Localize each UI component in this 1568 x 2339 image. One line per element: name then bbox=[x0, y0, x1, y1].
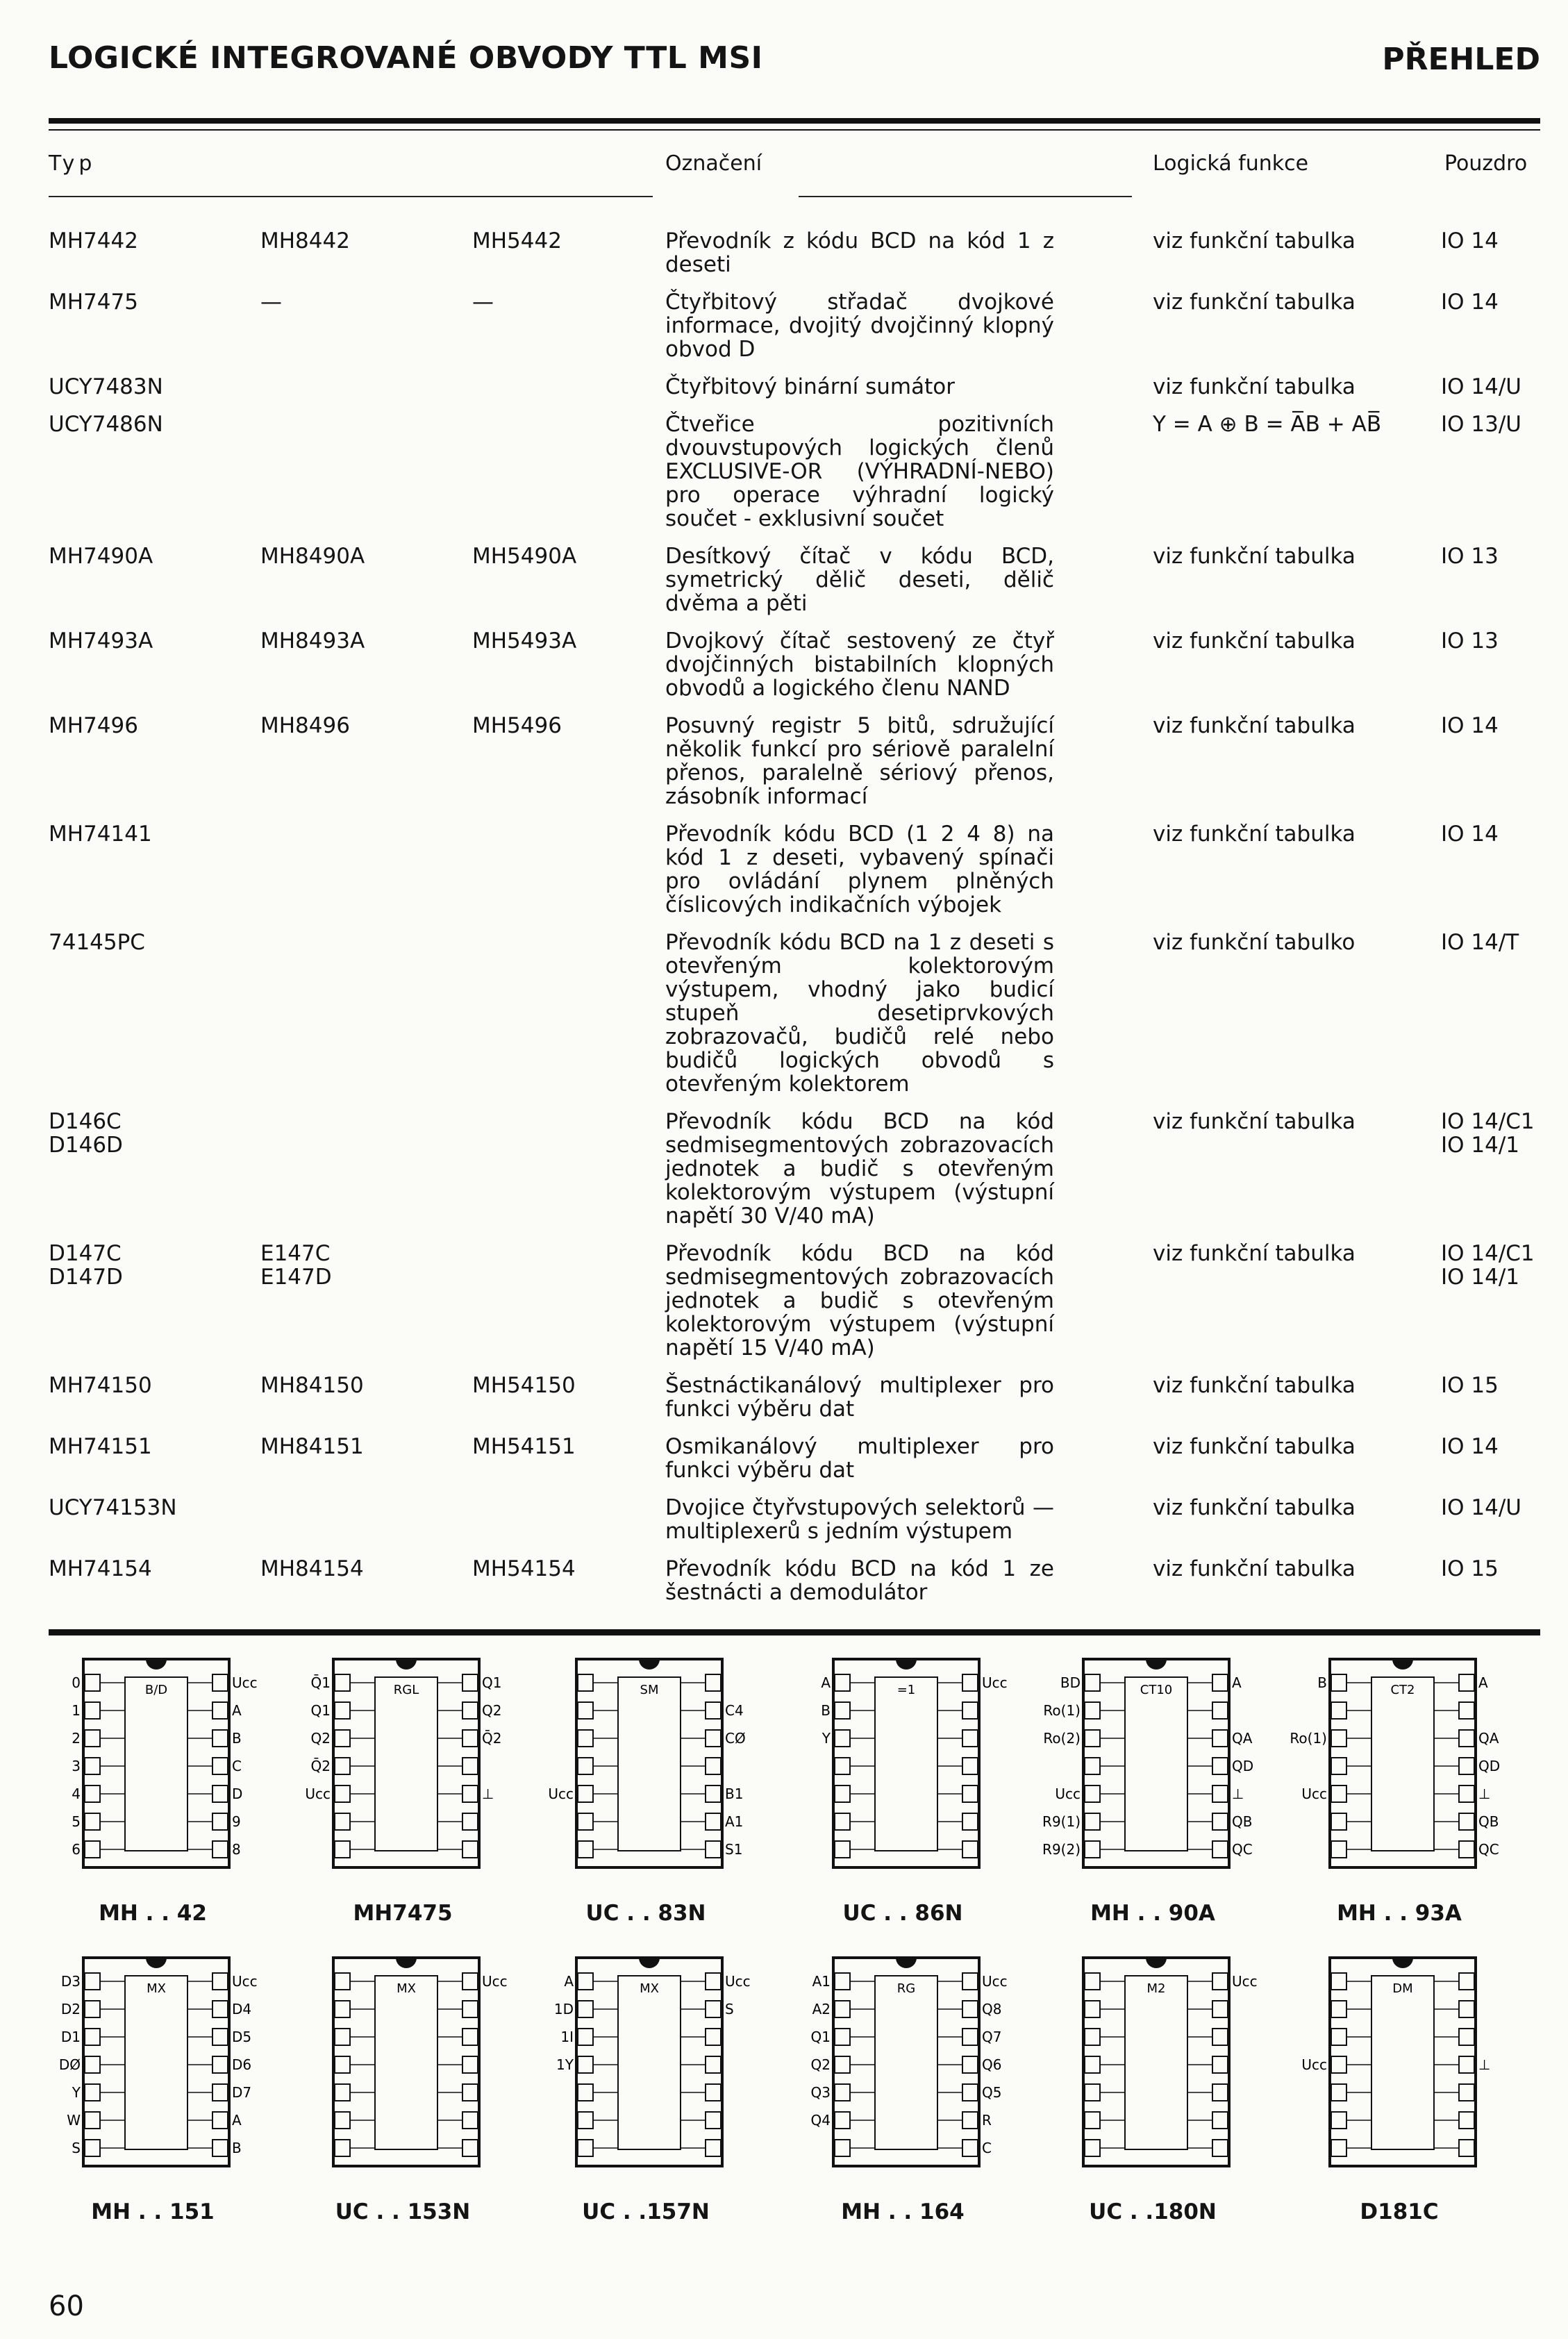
type-cell: MH7493A bbox=[49, 629, 153, 654]
chip-type-label: MH7475 bbox=[353, 1901, 453, 1926]
pin-label-right: Ucc bbox=[232, 1973, 258, 1990]
type-cell: MH74141 bbox=[49, 822, 152, 847]
pin-label-right: Ucc bbox=[482, 1973, 508, 1990]
pin-label-left: Q4 bbox=[810, 2112, 831, 2129]
pin-label-left: Q̄1 bbox=[310, 1674, 331, 1691]
description-cell: Dvojice čtyřvstupových selektorů — multiplexerů s jedním výstupem bbox=[665, 1495, 1054, 1544]
pin-label-right: D bbox=[232, 1786, 243, 1802]
type-cell: D147C D147D bbox=[49, 1241, 123, 1290]
pin-label-right: CØ bbox=[725, 1730, 746, 1747]
pin-label-left: S bbox=[72, 2140, 81, 2156]
chip-outline bbox=[1288, 1642, 1517, 1892]
pin-label-left: Q̄2 bbox=[310, 1758, 331, 1774]
pin-label-left: Y bbox=[72, 2084, 81, 2101]
function-cell: viz funkční tabulka bbox=[1153, 1495, 1356, 1520]
function-cell: viz funkční tabulka bbox=[1153, 374, 1356, 399]
description-cell: Osmikanálový multiplexer pro funkci výběru dat bbox=[665, 1434, 1054, 1483]
pin-label-right: D7 bbox=[232, 2084, 252, 2101]
type-cell-alt1: MH8442 bbox=[260, 228, 350, 253]
pin-label-right: Ucc bbox=[725, 1973, 751, 1990]
description-cell: Čtyřbitový střadač dvojkové informace, dvojitý dvojčinný klopný obvod D bbox=[665, 290, 1054, 362]
block-label: SM bbox=[640, 1683, 659, 1697]
chip-pinout bbox=[535, 1642, 778, 1926]
case-cell: IO 14 bbox=[1441, 822, 1499, 847]
pin-label-left: BD bbox=[1060, 1674, 1081, 1691]
description-cell: Desítkový čítač v kódu BCD, symetrický dělič deseti, dělič dvěma a pěti bbox=[665, 544, 1054, 616]
pin-label-left: A1 bbox=[812, 1973, 831, 1990]
type-cell-alt1: MH84150 bbox=[260, 1373, 364, 1398]
pin-label-right: R bbox=[982, 2112, 992, 2129]
block-label: RGL bbox=[393, 1683, 419, 1697]
function-cell: viz funkční tabulko bbox=[1153, 930, 1356, 955]
table-row bbox=[0, 290, 1568, 367]
description-cell: Převodník z kódu BCD na kód 1 z deseti bbox=[665, 228, 1054, 277]
pin-label-left: 0 bbox=[72, 1674, 81, 1691]
pin-label-right: C bbox=[232, 1758, 242, 1774]
pin-label-left: Ucc bbox=[1301, 1786, 1327, 1802]
chip-pinout bbox=[535, 1941, 778, 2224]
case-cell: IO 14/U bbox=[1441, 374, 1521, 399]
function-cell: viz funkční tabulka bbox=[1153, 228, 1356, 253]
chip-type-label: D181C bbox=[1360, 2199, 1439, 2224]
chip-outline bbox=[1042, 1642, 1271, 1892]
pin-label-right: A bbox=[232, 1702, 242, 1719]
pin-label-left: Ucc bbox=[1055, 1786, 1081, 1802]
pin-label-right: QD bbox=[1478, 1758, 1501, 1774]
type-cell-alt2: — bbox=[472, 290, 494, 315]
pin-label-right: ⊥ bbox=[482, 1786, 494, 1802]
function-cell: viz funkční tabulka bbox=[1153, 1434, 1356, 1459]
pin-label-right: S bbox=[725, 2001, 734, 2017]
case-cell: IO 14/C1 IO 14/1 bbox=[1441, 1241, 1535, 1290]
chip-type-label: MH . . 90A bbox=[1090, 1901, 1215, 1926]
top-rule-thin bbox=[49, 129, 1540, 131]
type-cell: MH7490A bbox=[49, 544, 153, 569]
table-row bbox=[0, 1435, 1568, 1488]
chip-pinout bbox=[1042, 1642, 1285, 1926]
case-cell: IO 14 bbox=[1441, 228, 1499, 253]
description-cell: Převodník kódu BCD na kód sedmisegmentových zobrazovacích jednotek a budič s otevřeným kolektorovým výstupem (výstupní napětí 30 V/40 mA) bbox=[665, 1109, 1054, 1229]
function-cell: viz funkční tabulka bbox=[1153, 1241, 1356, 1266]
chip-type-label: MH . . 164 bbox=[841, 2199, 965, 2224]
chip-pinout bbox=[292, 1642, 535, 1926]
type-cell: MH74154 bbox=[49, 1556, 152, 1581]
chip-outline bbox=[292, 1941, 521, 2191]
function-cell: viz funkční tabulka bbox=[1153, 822, 1356, 847]
pin-label-left: A bbox=[821, 1674, 831, 1691]
chip-type-label: UC . .157N bbox=[582, 2199, 710, 2224]
pin-label-left: 1D bbox=[553, 2001, 574, 2017]
table-row bbox=[0, 1557, 1568, 1610]
table-row bbox=[0, 544, 1568, 621]
function-cell: viz funkční tabulka bbox=[1153, 1109, 1356, 1134]
chip-outline bbox=[1288, 1941, 1517, 2191]
pin-label-right: D4 bbox=[232, 2001, 252, 2017]
function-cell: viz funkční tabulka bbox=[1153, 713, 1356, 738]
case-cell: IO 14/U bbox=[1441, 1495, 1521, 1520]
pin-label-left: Q3 bbox=[810, 2084, 831, 2101]
case-cell: IO 14 bbox=[1441, 713, 1499, 738]
pin-label-right: QB bbox=[1478, 1813, 1499, 1830]
pin-label-left: 1Y bbox=[556, 2056, 574, 2073]
pin-label-right: A1 bbox=[725, 1813, 744, 1830]
pin-label-left: R9(1) bbox=[1042, 1813, 1081, 1830]
pin-label-right: Ucc bbox=[1232, 1973, 1258, 1990]
pin-label-right: Ucc bbox=[982, 1973, 1008, 1990]
pin-label-left: D1 bbox=[60, 2029, 81, 2045]
pin-label-right: Q̄2 bbox=[482, 1730, 502, 1747]
table-row bbox=[0, 1496, 1568, 1549]
pin-label-right: 8 bbox=[232, 1841, 241, 1858]
column-header-function: Logická funkce bbox=[1153, 151, 1309, 176]
type-cell: UCY7483N bbox=[49, 374, 163, 399]
chip-outline bbox=[1042, 1941, 1271, 2191]
pin-label-left: Y bbox=[821, 1730, 831, 1747]
pin-label-right: ⊥ bbox=[1232, 1786, 1244, 1802]
chip-pinout bbox=[1288, 1642, 1531, 1926]
chip-outline bbox=[792, 1642, 1021, 1892]
type-cell-alt2: MH5496 bbox=[472, 713, 562, 738]
column-header-case: Pouzdro bbox=[1444, 151, 1528, 176]
chip-type-label: MH . . 151 bbox=[91, 2199, 215, 2224]
pin-label-right: ⊥ bbox=[1478, 1786, 1491, 1802]
description-cell: Šestnáctikanálový multiplexer pro funkci výběru dat bbox=[665, 1373, 1054, 1422]
description-cell: Dvojkový čítač sestovený ze čtyř dvojčinných bistabilních klopných obvodů a logického členu NAND bbox=[665, 629, 1054, 701]
case-cell: IO 14 bbox=[1441, 290, 1499, 315]
pin-label-right: A bbox=[232, 2112, 242, 2129]
case-cell: IO 14/T bbox=[1441, 930, 1519, 955]
pin-label-left: A bbox=[564, 1973, 574, 1990]
pin-label-right: QA bbox=[1478, 1730, 1499, 1747]
type-cell: UCY7486N bbox=[49, 412, 163, 437]
pin-label-left: Ucc bbox=[1301, 2056, 1327, 2073]
block-label: CT10 bbox=[1140, 1683, 1173, 1697]
block-label: =1 bbox=[896, 1683, 916, 1697]
pin-label-right: Q5 bbox=[982, 2084, 1002, 2101]
chip-outline bbox=[535, 1642, 764, 1892]
type-cell-alt1: MH8493A bbox=[260, 629, 365, 654]
pin-label-left: Ro(1) bbox=[1290, 1730, 1327, 1747]
chip-pinout bbox=[1042, 1941, 1285, 2224]
pin-label-right: A bbox=[1478, 1674, 1488, 1691]
type-cell-alt1: MH84154 bbox=[260, 1556, 364, 1581]
pin-label-right: Ucc bbox=[232, 1674, 258, 1691]
chip-type-label: MH . . 93A bbox=[1337, 1901, 1462, 1926]
pin-label-right: C4 bbox=[725, 1702, 744, 1719]
page-title: LOGICKÉ INTEGROVANÉ OBVODY TTL MSI bbox=[49, 40, 763, 76]
pin-label-right: 9 bbox=[232, 1813, 241, 1830]
table-body bbox=[0, 229, 1568, 1618]
description-cell: Převodník kódu BCD na kód sedmisegmentových zobrazovacích jednotek a budič s otevřeným kolektorovým výstupem (výstupní napětí 15 V/40 mA) bbox=[665, 1241, 1054, 1360]
type-cell-alt1: E147C E147D bbox=[260, 1241, 332, 1290]
pin-label-right: QC bbox=[1232, 1841, 1253, 1858]
pin-label-left: D2 bbox=[60, 2001, 81, 2017]
pin-label-right: Q2 bbox=[482, 1702, 502, 1719]
chip-pinout bbox=[1288, 1941, 1531, 2224]
pin-label-right: D5 bbox=[232, 2029, 252, 2045]
table-row bbox=[0, 1110, 1568, 1233]
type-cell: MH7496 bbox=[49, 713, 138, 738]
column-header-type: Typ bbox=[49, 151, 97, 176]
case-cell: IO 15 bbox=[1441, 1556, 1499, 1581]
chip-pinout bbox=[292, 1941, 535, 2224]
table-row bbox=[0, 629, 1568, 706]
table-row bbox=[0, 714, 1568, 814]
type-cell-alt2: MH54154 bbox=[472, 1556, 576, 1581]
pin-label-right: A bbox=[1232, 1674, 1242, 1691]
block-label: MX bbox=[147, 1981, 166, 1996]
type-cell: UCY74153N bbox=[49, 1495, 177, 1520]
description-cell: Převodník kódu BCD na 1 z deseti s otevřeným kolektorovým výstupem, vhodný jako budicí stupeň desetiprvkových zobrazovačů, budičů relé nebo budičů logických obvodů s otevřeným kolektorem bbox=[665, 930, 1054, 1097]
pin-label-right: Ucc bbox=[982, 1674, 1008, 1691]
table-row bbox=[0, 1242, 1568, 1365]
pin-label-left: 4 bbox=[72, 1786, 81, 1802]
case-cell: IO 13/U bbox=[1441, 412, 1521, 437]
chip-type-label: MH . . 42 bbox=[99, 1901, 207, 1926]
description-cell: Čtyřbitový binární sumátor bbox=[665, 374, 955, 399]
pin-label-right: B1 bbox=[725, 1786, 744, 1802]
pin-label-left: Ucc bbox=[305, 1786, 331, 1802]
pin-label-left: 3 bbox=[72, 1758, 81, 1774]
chip-outline bbox=[292, 1642, 521, 1892]
block-label: MX bbox=[397, 1981, 416, 1996]
pin-label-left: Q1 bbox=[810, 2029, 831, 2045]
pin-label-left: A2 bbox=[812, 2001, 831, 2017]
case-cell: IO 13 bbox=[1441, 544, 1499, 569]
table-row bbox=[0, 229, 1568, 282]
block-label: DM bbox=[1392, 1981, 1413, 1996]
description-cell: Převodník kódu BCD (1 2 4 8) na kód 1 z deseti, vybavený spínači pro ovládání plynem plněných číslicových indikačních výbojek bbox=[665, 822, 1054, 917]
pin-label-left: Ro(2) bbox=[1043, 1730, 1081, 1747]
chip-pinout bbox=[792, 1642, 1035, 1926]
chip-outline bbox=[42, 1642, 271, 1892]
pin-label-left: 6 bbox=[72, 1841, 81, 1858]
pin-label-right: C bbox=[982, 2140, 992, 2156]
function-cell: Y = A ⊕ B = A̅B + AB̅ bbox=[1153, 412, 1382, 437]
type-cell: MH74151 bbox=[49, 1434, 152, 1459]
block-label: RG bbox=[896, 1981, 916, 1996]
pin-label-right: Q7 bbox=[982, 2029, 1002, 2045]
pin-label-left: Q2 bbox=[310, 1730, 331, 1747]
table-row bbox=[0, 822, 1568, 922]
pin-label-left: Ucc bbox=[548, 1786, 574, 1802]
pin-label-right: B bbox=[232, 1730, 242, 1747]
pin-label-right: ⊥ bbox=[1478, 2056, 1491, 2073]
type-cell-alt2: MH54151 bbox=[472, 1434, 576, 1459]
pin-label-right: QB bbox=[1232, 1813, 1253, 1830]
pin-label-left: D3 bbox=[60, 1973, 81, 1990]
chip-pinout bbox=[42, 1642, 285, 1926]
function-cell: viz funkční tabulka bbox=[1153, 1373, 1356, 1398]
pin-label-left: 2 bbox=[72, 1730, 81, 1747]
pin-label-left: Q1 bbox=[310, 1702, 331, 1719]
chip-outline bbox=[42, 1941, 271, 2191]
type-cell-alt2: MH5493A bbox=[472, 629, 577, 654]
block-label: MX bbox=[640, 1981, 659, 1996]
chip-pinout bbox=[42, 1941, 285, 2224]
chip-type-label: UC . . 83N bbox=[585, 1901, 706, 1926]
pin-label-left: W bbox=[67, 2112, 81, 2129]
page-number: 60 bbox=[49, 2290, 84, 2322]
pin-label-left: R9(2) bbox=[1042, 1841, 1081, 1858]
type-cell: 74145PC bbox=[49, 930, 145, 955]
block-label: CT2 bbox=[1390, 1683, 1415, 1697]
type-cell-alt1: MH84151 bbox=[260, 1434, 364, 1459]
case-cell: IO 13 bbox=[1441, 629, 1499, 654]
header-rule-left bbox=[49, 196, 653, 197]
pin-label-right: Q6 bbox=[982, 2056, 1002, 2073]
description-cell: Převodník kódu BCD na kód 1 ze šestnácti a demodulátor bbox=[665, 1556, 1054, 1605]
pin-label-right: D6 bbox=[232, 2056, 252, 2073]
pin-label-right: QA bbox=[1232, 1730, 1253, 1747]
pin-label-right: Q8 bbox=[982, 2001, 1002, 2017]
pin-label-right: B bbox=[232, 2140, 242, 2156]
pin-label-left: 1 bbox=[72, 1702, 81, 1719]
type-cell-alt2: MH54150 bbox=[472, 1373, 576, 1398]
function-cell: viz funkční tabulka bbox=[1153, 629, 1356, 654]
pin-label-right: QC bbox=[1478, 1841, 1499, 1858]
chip-outline bbox=[792, 1941, 1021, 2191]
block-label: B/D bbox=[144, 1683, 168, 1697]
table-row bbox=[0, 413, 1568, 536]
pin-label-right: Q1 bbox=[482, 1674, 502, 1691]
type-cell-alt2: MH5490A bbox=[472, 544, 577, 569]
type-cell: MH74150 bbox=[49, 1373, 152, 1398]
description-cell: Čtveřice pozitivních dvouvstupových logických členů EXCLUSIVE-OR (VÝHRADNÍ-NEBO) pro operace výhradní logický součet - exklusivní součet bbox=[665, 412, 1054, 531]
section-label: PŘEHLED bbox=[1382, 42, 1540, 77]
case-cell: IO 14 bbox=[1441, 1434, 1499, 1459]
type-cell-alt1: — bbox=[260, 290, 282, 315]
pin-label-left: B bbox=[821, 1702, 831, 1719]
pin-label-left: 5 bbox=[72, 1813, 81, 1830]
chip-type-label: UC . . 153N bbox=[335, 2199, 471, 2224]
pin-label-left: 1I bbox=[560, 2029, 574, 2045]
pin-label-left: DØ bbox=[58, 2056, 81, 2073]
type-cell: MH7475 bbox=[49, 290, 138, 315]
function-cell: viz funkční tabulka bbox=[1153, 290, 1356, 315]
top-rule bbox=[49, 118, 1540, 124]
type-cell-alt1: MH8490A bbox=[260, 544, 365, 569]
column-header-designation: Označení bbox=[665, 151, 762, 176]
function-cell: viz funkční tabulka bbox=[1153, 544, 1356, 569]
description-cell: Posuvný registr 5 bitů, sdružující několik funkcí pro sériově paralelní přenos, paralelně sériový přenos, zásobník informací bbox=[665, 713, 1054, 809]
pin-label-left: Q2 bbox=[810, 2056, 831, 2073]
chip-outline bbox=[535, 1941, 764, 2191]
table-row bbox=[0, 931, 1568, 1101]
pin-label-left: Ro(1) bbox=[1043, 1702, 1081, 1719]
case-cell: IO 14/C1 IO 14/1 bbox=[1441, 1109, 1535, 1158]
type-cell-alt1: MH8496 bbox=[260, 713, 350, 738]
pin-label-right: S1 bbox=[725, 1841, 743, 1858]
header-rule-mid bbox=[799, 196, 1132, 197]
function-cell: viz funkční tabulka bbox=[1153, 1556, 1356, 1581]
type-cell: D146C D146D bbox=[49, 1109, 123, 1158]
type-cell-alt2: MH5442 bbox=[472, 228, 562, 253]
table-row bbox=[0, 375, 1568, 404]
pin-label-right: QD bbox=[1232, 1758, 1254, 1774]
chip-type-label: UC . .180N bbox=[1089, 2199, 1217, 2224]
bottom-rule bbox=[49, 1629, 1540, 1635]
chip-type-label: UC . . 86N bbox=[842, 1901, 963, 1926]
pin-label-left: B bbox=[1317, 1674, 1327, 1691]
block-label: M2 bbox=[1146, 1981, 1166, 1996]
table-row bbox=[0, 1374, 1568, 1426]
case-cell: IO 15 bbox=[1441, 1373, 1499, 1398]
chip-pinout bbox=[792, 1941, 1035, 2224]
type-cell: MH7442 bbox=[49, 228, 138, 253]
